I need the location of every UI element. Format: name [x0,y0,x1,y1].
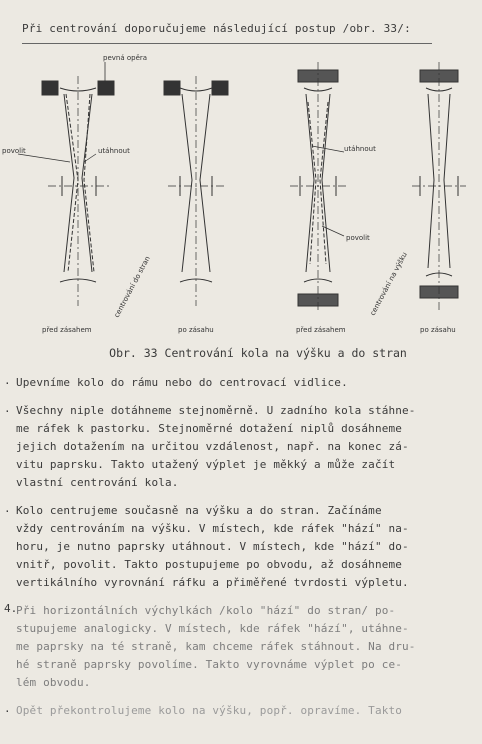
step-5 [4,702,478,720]
step-line: vlastní centrování kola. [16,476,179,489]
intro-underline [22,43,432,44]
step-3 [4,502,478,592]
intro-sentence: Při centrování doporučujeme následující postup /obr. 33/: [22,22,411,35]
step-line: hé straně paprsky povolíme. Takto vyrovnáme výplet po ce- [16,658,403,671]
step-line: stupujeme analogicky. V místech, kde ráfek "hází", utáhne- [16,622,409,635]
step-line: vždy centrováním na výšku. V místech, kde ráfek "hází" na- [16,522,409,535]
label-lateral-centering: centrování do stran [112,254,152,319]
label-tighten-1: utáhnout [98,147,130,155]
panel-4-drawing [412,62,466,312]
panel-caption-3: před zásahem [296,326,346,334]
label-tighten-2: utáhnout [344,145,376,153]
step-line: Opět překontrolujeme kolo na výšku, popř. opravíme. Takto [16,704,403,717]
label-loosen-right: povolit [346,234,370,242]
label-loosen-left: povolit [2,147,26,155]
step-line: vnitř, povolit. Takto postupujeme po obvodu, až dosáhneme [16,558,403,571]
step-line: Při horizontálních výchylkách /kolo "hází" do stran/ po- [16,604,396,617]
step-number: . [4,374,11,387]
figure-caption: Obr. 33 Centrování kola na výšku a do stran [109,346,407,360]
step-1 [4,374,478,392]
step-2 [4,402,478,492]
step-line: me paprsky na té straně, kam chceme ráfek stáhnout. Na dru- [16,640,416,653]
panel-caption-4: po zásahu [420,326,456,334]
panel-3-drawing [290,62,348,312]
fixed-stop-right [98,81,114,95]
panel-caption-1: před zásahem [42,326,92,334]
label-vertical-centering: centrování na výšku [368,250,409,317]
step-line: Kolo centrujeme současně na výšku a do stran. Začínáme [16,504,382,517]
step-line: Upevníme kolo do rámu nebo do centrovací vidlice. [16,376,348,389]
step-line: horu, je nutno paprsky utáhnout. V místech, kde "hází" do- [16,540,409,553]
step-number: . [4,702,11,715]
step-line: Všechny niple dotáhneme stejnoměrně. U zadního kola stáhne- [16,404,416,417]
step-4 [4,602,478,692]
label-fixed-stop: pevná opěra [103,54,148,62]
panel-1-drawing [18,62,114,306]
step-number: 4. [4,602,18,615]
step-line: jejich dotažením na určitou vzdálenost, např. na konec zá- [16,440,409,453]
fixed-stop-left [42,81,58,95]
step-number: . [4,402,11,415]
panel-caption-2: po zásahu [178,326,214,334]
step-number: . [4,502,11,515]
stop-right [212,81,228,95]
step-line: vertikálního vyrovnání ráfku a přiměřené tvrdosti výpletu. [16,576,409,589]
procedure-steps [4,374,478,730]
wheel-centering-figure [0,50,482,346]
step-line: me ráfek k pastorku. Stejnoměrné dotažení niplů dosáhneme [16,422,403,435]
stop-left [164,81,180,95]
step-line: vitu paprsku. Takto utažený výplet je měkký a může začít [16,458,396,471]
step-line: lém obvodu. [16,676,91,689]
panel-2-drawing [164,76,228,306]
